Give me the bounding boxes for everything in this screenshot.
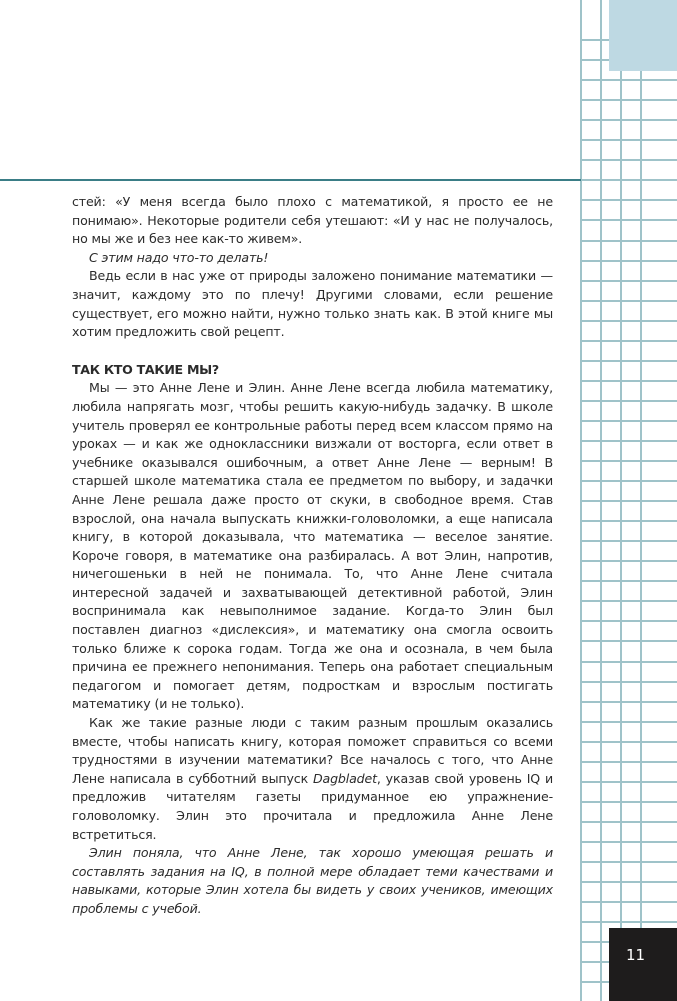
grid-line	[580, 320, 677, 322]
page-number-box	[609, 928, 677, 1001]
grid-line	[580, 681, 677, 683]
grid-line	[580, 460, 677, 462]
grid-line	[580, 360, 677, 362]
header-rule	[0, 179, 581, 181]
grid-line	[580, 119, 677, 121]
paragraph: стей: «У меня всегда было плохо с математикой, я просто ее не понимаю». Некоторые родители себя утешают: «И у нас не получалось, но мы же и без нее как-то живем».	[72, 194, 553, 247]
grid-line	[580, 801, 677, 803]
grid-line	[580, 99, 677, 101]
page-body	[72, 193, 553, 919]
paragraph-text: Как же такие разные люди с таким разным прошлым оказались вместе, чтобы написать книгу, которая поможет справиться со всеми трудностями в изучении математики? Все началось с того, что Анне Лене написала в субботний выпуск	[72, 715, 553, 786]
grid-line	[580, 159, 677, 161]
grid-line	[580, 179, 677, 181]
grid-line	[580, 901, 677, 903]
grid-line	[580, 620, 677, 622]
grid-line	[580, 661, 677, 663]
grid-line	[580, 540, 677, 542]
grid-line	[580, 600, 677, 602]
grid-line	[580, 139, 677, 141]
paragraph-italic: Элин поняла, что Анне Лене, так хорошо умеющая решать и составлять задания на IQ, в полной мере обладает теми качествами и навыками, которые Элин хотела бы видеть у своих учеников, имеющих проблемы с учебой.	[72, 845, 553, 916]
page-number: 11	[626, 946, 646, 964]
grid-line	[580, 741, 677, 743]
grid-line	[580, 240, 677, 242]
grid-line	[580, 640, 677, 642]
grid-line	[580, 721, 677, 723]
grid-line	[580, 881, 677, 883]
grid-line	[580, 500, 677, 502]
grid-line	[580, 821, 677, 823]
grid-line	[580, 921, 677, 923]
grid-line	[580, 260, 677, 262]
paragraph: Мы — это Анне Лене и Элин. Анне Лене всегда любила математику, любила напрягать мозг, чтобы решить какую-нибудь задачку. В школе учитель проверял ее контрольные работы перед всем классом прямо на уроках — и как же одноклассники визжали от восторга, если ответ в учебнике оказывался ошибочным, а ответ Анне Лене — верным! В старшей школе математика стала ее предметом по выбору, и задачки Анне Лене решала даже просто от скуки, в свободное время. Став взрослой, она начала выпускать книжки-головоломки, а еще написала книгу, в которой доказывала, что математика — веселое занятие. Короче говоря, в математике она разбиралась. А вот Элин, напротив, ничегошеньки в ней не понимала. То, что Анне Лене считала интересной задачей и захватывающей детективной работой, Элин воспринимала как невыполнимое задание. Когда-то Элин был поставлен диагноз «дислексия», и математику она смогла освоить только ближе к сорока годам. Тогда же она и осознала, в чем была причина ее прежнего непонимания. Теперь она работает специальным педагогом и помогает детям, подросткам и взрослым постигать математику (и не только).	[72, 380, 553, 712]
paragraph: Ведь если в нас уже от природы заложено понимание математики — значит, каждому это по плечу! Другими словами, если решение существует, его можно найти, нужно только знать как. В этой книге мы хотим предложить свой рецепт.	[72, 268, 553, 340]
grid-line	[580, 480, 677, 482]
section-heading: ТАК КТО ТАКИЕ МЫ?	[72, 361, 219, 377]
grid-line	[580, 380, 677, 382]
grid-line	[580, 400, 677, 402]
corner-accent-box	[609, 0, 677, 71]
grid-line	[580, 79, 677, 81]
newspaper-name: Dagbladet	[312, 770, 377, 786]
grid-line	[580, 781, 677, 783]
grid-line	[580, 199, 677, 201]
grid-line	[580, 420, 677, 422]
grid-line	[580, 761, 677, 763]
grid-line	[580, 861, 677, 863]
grid-line	[580, 560, 677, 562]
paragraph-italic: С этим надо что-то делать!	[89, 249, 269, 265]
grid-line	[580, 841, 677, 843]
grid-line	[580, 701, 677, 703]
grid-line	[580, 219, 677, 221]
paragraph-text: , указав свой уровень IQ и предложив читателям газеты придуманное ею упражнение-головоломку. Элин это прочитала и предложила Анне Лене встретиться.	[72, 770, 554, 842]
grid-line	[580, 440, 677, 442]
grid-line	[580, 280, 677, 282]
grid-line	[580, 340, 677, 342]
grid-line	[580, 520, 677, 522]
grid-line	[580, 580, 677, 582]
paragraph	[72, 714, 553, 844]
grid-line	[580, 300, 677, 302]
